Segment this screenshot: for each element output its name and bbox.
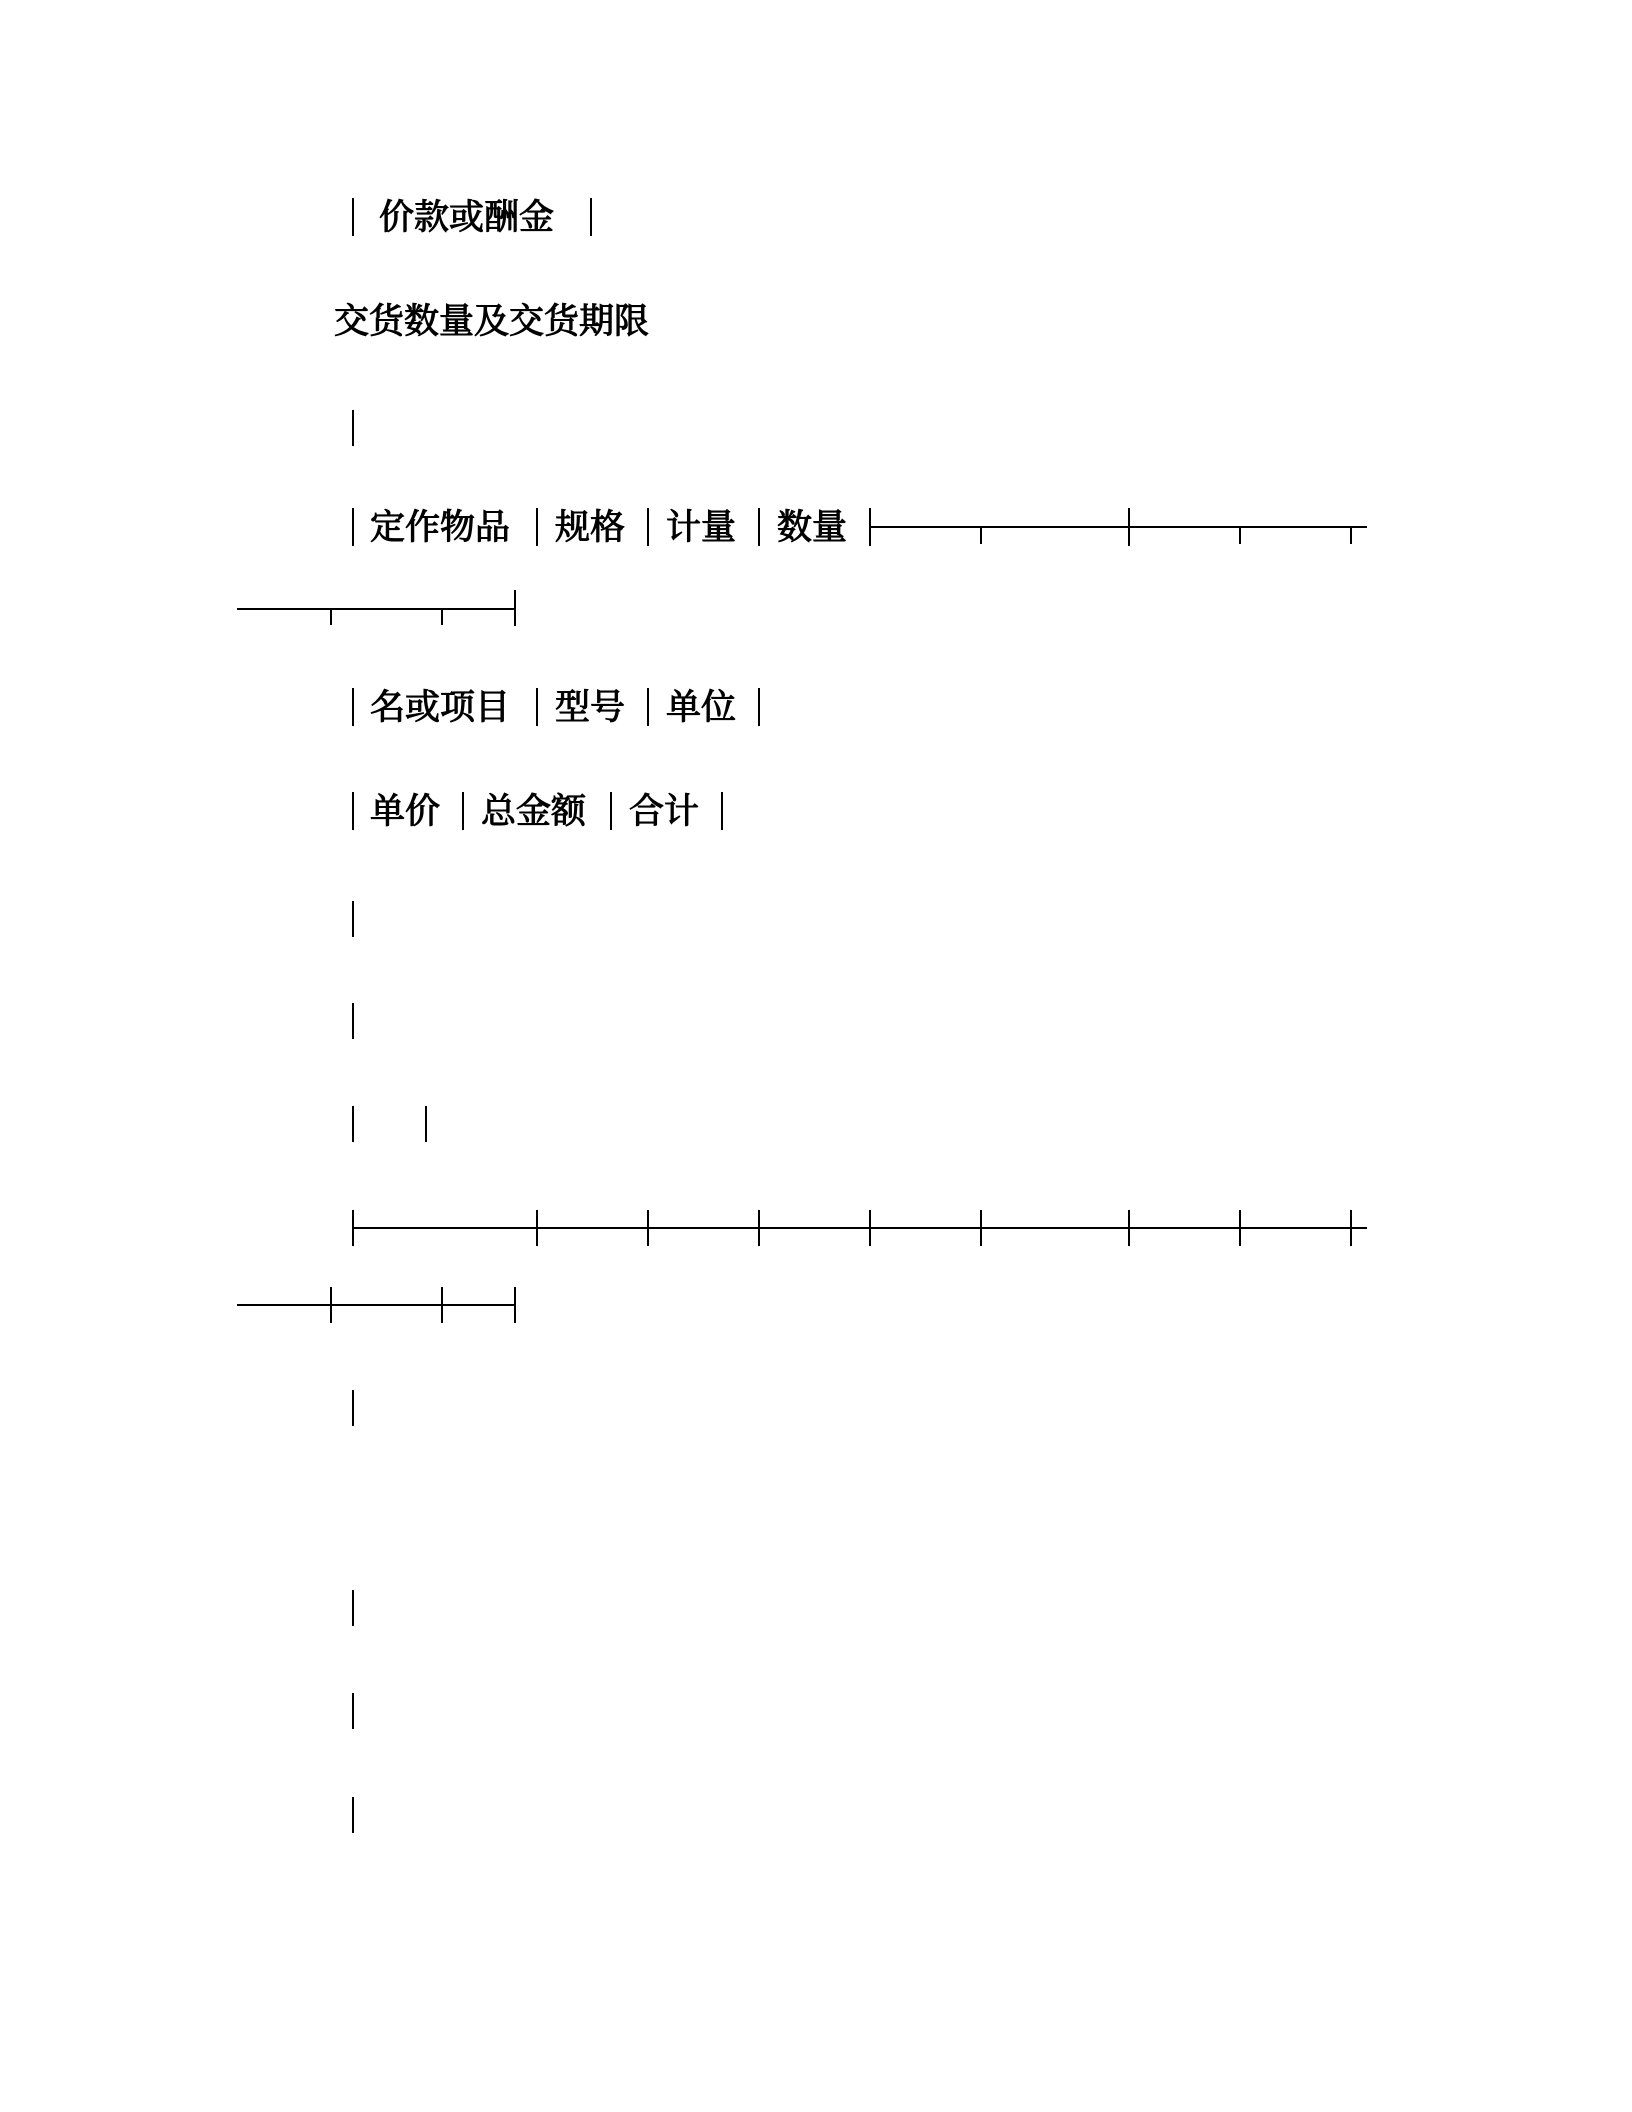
cell-border	[536, 1210, 538, 1246]
cell-border	[721, 792, 723, 830]
table-rule	[869, 526, 1367, 528]
header-cell: 定作物品	[370, 508, 511, 548]
header-cell: 计量	[666, 508, 737, 548]
cell-border	[352, 1210, 354, 1246]
cell-tick	[1239, 526, 1241, 544]
header-cell: 合计	[629, 792, 700, 832]
cell-border	[514, 1287, 516, 1323]
cell-border	[425, 1106, 427, 1142]
cell-tick	[330, 608, 332, 625]
header-cell: 数量	[777, 508, 848, 548]
delivery-heading: 交货数量及交货期限	[334, 302, 650, 342]
cell-border	[1350, 1210, 1352, 1246]
cell-border	[514, 590, 516, 626]
cell-border	[1128, 1210, 1130, 1246]
cell-border	[330, 1287, 332, 1323]
header-cell: 规格	[555, 508, 626, 548]
cell-border	[352, 792, 354, 830]
cell-border	[647, 688, 649, 726]
table-rule	[352, 1227, 1367, 1229]
cell-border	[352, 410, 354, 446]
cell-border	[758, 508, 760, 546]
header-cell: 型号	[555, 688, 626, 728]
cell-border	[758, 688, 760, 726]
cell-border	[462, 792, 464, 830]
cell-border	[758, 1210, 760, 1246]
cell-border	[352, 1797, 354, 1833]
header-cell: 名或项目	[370, 688, 511, 728]
cell-tick	[1350, 526, 1352, 544]
cell-tick	[441, 608, 443, 625]
cell-tick	[980, 526, 982, 544]
cell-border	[1239, 1210, 1241, 1246]
cell-border	[869, 1210, 871, 1246]
cell-border	[352, 1390, 354, 1426]
cell-border	[536, 688, 538, 726]
cell-border	[352, 1693, 354, 1729]
cell-border	[1128, 508, 1130, 546]
cell-border	[352, 1106, 354, 1142]
cell-border	[590, 198, 592, 236]
cell-border	[352, 198, 354, 236]
cell-border	[352, 901, 354, 937]
cell-border	[610, 792, 612, 830]
table-rule	[237, 608, 516, 610]
header-cell: 单价	[370, 792, 441, 832]
table-rule	[237, 1304, 516, 1306]
header-cell: 总金额	[481, 792, 587, 832]
cell-border	[352, 1003, 354, 1039]
cell-border	[352, 1590, 354, 1626]
cell-border	[441, 1287, 443, 1323]
header-cell: 单位	[666, 688, 737, 728]
cell-border	[647, 508, 649, 546]
cell-border	[980, 1210, 982, 1246]
cell-border	[647, 1210, 649, 1246]
price-label: 价款或酬金	[379, 198, 555, 238]
cell-border	[352, 508, 354, 546]
cell-border	[536, 508, 538, 546]
cell-border	[352, 688, 354, 726]
